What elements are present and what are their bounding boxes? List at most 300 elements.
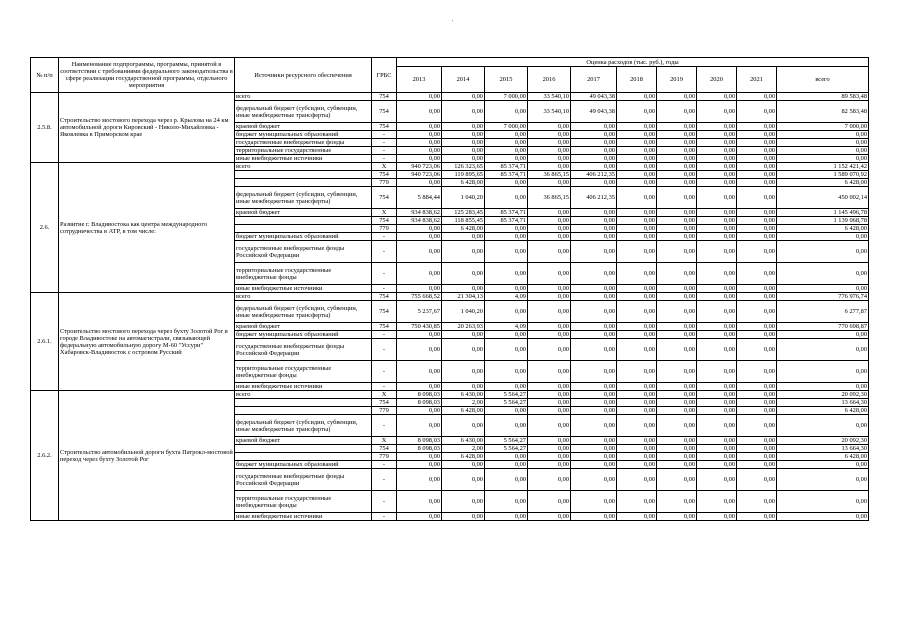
amount-cell: 0,00 xyxy=(657,285,697,293)
amount-cell: 0,00 xyxy=(397,241,442,263)
amount-cell: 0,00 xyxy=(737,361,777,383)
amount-cell: 0,00 xyxy=(657,383,697,391)
amount-cell: 0,00 xyxy=(697,101,737,123)
funding-source: федеральный бюджет (субсидии, субвенции, иные межбюджетные трансферты) xyxy=(235,301,372,323)
grbs-code: - xyxy=(372,469,397,491)
amount-cell: 0,00 xyxy=(657,469,697,491)
amount-cell: 5 564,27 xyxy=(485,445,528,453)
amount-cell: 0,00 xyxy=(571,461,617,469)
amount-cell: 0,00 xyxy=(397,513,442,521)
amount-cell: 0,00 xyxy=(737,171,777,179)
amount-cell: 0,00 xyxy=(528,415,571,437)
header-year: 2021 xyxy=(737,67,777,93)
amount-cell: 0,00 xyxy=(657,209,697,217)
amount-cell: 0,00 xyxy=(617,331,657,339)
grbs-code: - xyxy=(372,383,397,391)
amount-cell: 0,00 xyxy=(528,437,571,445)
amount-cell: 0,00 xyxy=(657,131,697,139)
amount-cell: 0,00 xyxy=(617,461,657,469)
header-source: Источники ресурсного обеспечения xyxy=(235,58,372,93)
amount-cell: 0,00 xyxy=(397,331,442,339)
funding-source: территориальные государственные внебюджетные фонды xyxy=(235,491,372,513)
funding-source: всего xyxy=(235,163,372,171)
amount-cell: 0,00 xyxy=(571,453,617,461)
amount-cell: 0,00 xyxy=(571,323,617,331)
header-year: 2018 xyxy=(617,67,657,93)
funding-source: государственные внебюджетные фонды xyxy=(235,139,372,147)
amount-cell: 0,00 xyxy=(697,163,737,171)
grbs-code: 754 xyxy=(372,93,397,101)
amount-cell: 0,00 xyxy=(571,391,617,399)
amount-cell: 0,00 xyxy=(617,361,657,383)
amount-cell: 0,00 xyxy=(571,331,617,339)
amount-cell: 0,00 xyxy=(697,187,737,209)
amount-cell: 6 428,00 xyxy=(442,407,485,415)
amount-cell: 6 428,00 xyxy=(777,453,869,461)
amount-cell: 0,00 xyxy=(442,263,485,285)
amount-cell: 0,00 xyxy=(442,461,485,469)
amount-cell: 2,00 xyxy=(442,445,485,453)
amount-cell: 0,00 xyxy=(617,415,657,437)
amount-cell: 5 564,27 xyxy=(485,399,528,407)
amount-cell: 0,00 xyxy=(657,391,697,399)
amount-cell: 934 838,62 xyxy=(397,217,442,225)
amount-cell: 0,00 xyxy=(697,217,737,225)
amount-cell: 0,00 xyxy=(528,361,571,383)
amount-cell: 0,00 xyxy=(737,217,777,225)
amount-cell: 0,00 xyxy=(528,301,571,323)
amount-cell: 20 092,30 xyxy=(777,391,869,399)
amount-cell: 0,00 xyxy=(528,241,571,263)
amount-cell: 0,00 xyxy=(657,233,697,241)
amount-cell: 0,00 xyxy=(657,399,697,407)
amount-cell: 0,00 xyxy=(528,209,571,217)
item-name: Развитие г. Владивостока как центра международного сотрудничества в АТР, в том числе: xyxy=(59,163,235,293)
amount-cell: 0,00 xyxy=(657,415,697,437)
amount-cell: 0,00 xyxy=(485,361,528,383)
amount-cell: 0,00 xyxy=(697,391,737,399)
amount-cell: 0,00 xyxy=(571,407,617,415)
amount-cell: 0,00 xyxy=(657,241,697,263)
amount-cell: 36 865,15 xyxy=(528,187,571,209)
amount-cell: 0,00 xyxy=(737,163,777,171)
grbs-code: 754 xyxy=(372,101,397,123)
amount-cell: 0,00 xyxy=(485,147,528,155)
grbs-code: - xyxy=(372,147,397,155)
amount-cell: 0,00 xyxy=(617,209,657,217)
header-estimate: Оценка расходов (тыс. руб.), годы xyxy=(397,58,869,67)
funding-source: федеральный бюджет (субсидии, субвенции, иные межбюджетные трансферты) xyxy=(235,187,372,209)
amount-cell: 0,00 xyxy=(528,491,571,513)
amount-cell: 0,00 xyxy=(617,453,657,461)
amount-cell: 0,00 xyxy=(571,491,617,513)
item-name: Строительство автомобильной дороги бухта Патрокл-мостовой переход через бухту Золотой Рог xyxy=(59,391,235,521)
grbs-code: - xyxy=(372,241,397,263)
amount-cell: 0,00 xyxy=(617,399,657,407)
amount-cell: 0,00 xyxy=(397,155,442,163)
amount-cell: 0,00 xyxy=(485,131,528,139)
amount-cell: 1 139 068,78 xyxy=(777,217,869,225)
amount-cell: 0,00 xyxy=(485,139,528,147)
amount-cell: 0,00 xyxy=(737,155,777,163)
amount-cell: 0,00 xyxy=(657,147,697,155)
amount-cell: 0,00 xyxy=(737,339,777,361)
amount-cell: 0,00 xyxy=(617,179,657,187)
amount-cell: 0,00 xyxy=(697,513,737,521)
amount-cell: 0,00 xyxy=(442,491,485,513)
amount-cell: 0,00 xyxy=(737,491,777,513)
amount-cell: 0,00 xyxy=(777,147,869,155)
amount-cell: 0,00 xyxy=(442,123,485,131)
amount-cell: 4,09 xyxy=(485,323,528,331)
amount-cell: 0,00 xyxy=(697,437,737,445)
amount-cell: 0,00 xyxy=(737,469,777,491)
amount-cell: 770 698,87 xyxy=(777,323,869,331)
amount-cell: 0,00 xyxy=(737,209,777,217)
amount-cell: 21 304,13 xyxy=(442,293,485,301)
amount-cell: 0,00 xyxy=(442,131,485,139)
grbs-code: 754 xyxy=(372,171,397,179)
amount-cell: 0,00 xyxy=(528,131,571,139)
amount-cell: 0,00 xyxy=(485,415,528,437)
grbs-code: - xyxy=(372,139,397,147)
amount-cell: 33 540,10 xyxy=(528,93,571,101)
header-year: 2020 xyxy=(697,67,737,93)
amount-cell: 7 000,00 xyxy=(485,93,528,101)
amount-cell: 0,00 xyxy=(657,225,697,233)
amount-cell: 0,00 xyxy=(485,491,528,513)
amount-cell: 126 323,65 xyxy=(442,163,485,171)
amount-cell: 0,00 xyxy=(697,399,737,407)
amount-cell: 0,00 xyxy=(571,241,617,263)
amount-cell: 7 000,00 xyxy=(485,123,528,131)
table-row xyxy=(31,93,869,101)
amount-cell: 0,00 xyxy=(697,171,737,179)
amount-cell: 0,00 xyxy=(657,361,697,383)
amount-cell: 0,00 xyxy=(485,187,528,209)
amount-cell: 0,00 xyxy=(397,233,442,241)
amount-cell: 0,00 xyxy=(697,263,737,285)
amount-cell: 0,00 xyxy=(777,155,869,163)
amount-cell: 7 000,00 xyxy=(777,123,869,131)
funding-source: краевой бюджет xyxy=(235,209,372,217)
amount-cell: 0,00 xyxy=(617,513,657,521)
amount-cell: 0,00 xyxy=(485,233,528,241)
amount-cell: 0,00 xyxy=(777,339,869,361)
item-number: 2.6.1. xyxy=(31,293,59,391)
amount-cell: 0,00 xyxy=(528,285,571,293)
amount-cell: 0,00 xyxy=(697,361,737,383)
funding-source xyxy=(235,225,372,233)
amount-cell: 0,00 xyxy=(737,301,777,323)
table-row xyxy=(31,391,869,399)
item-number: 2.6.2. xyxy=(31,391,59,521)
amount-cell: 0,00 xyxy=(571,339,617,361)
amount-cell: 0,00 xyxy=(528,123,571,131)
grbs-code: - xyxy=(372,339,397,361)
amount-cell: 0,00 xyxy=(617,445,657,453)
amount-cell: 0,00 xyxy=(571,225,617,233)
amount-cell: 0,00 xyxy=(737,285,777,293)
amount-cell: 0,00 xyxy=(442,469,485,491)
amount-cell: 0,00 xyxy=(737,453,777,461)
amount-cell: 0,00 xyxy=(528,233,571,241)
amount-cell: 0,00 xyxy=(528,445,571,453)
amount-cell: 20 092,30 xyxy=(777,437,869,445)
amount-cell: 0,00 xyxy=(397,285,442,293)
amount-cell: 1 145 496,78 xyxy=(777,209,869,217)
amount-cell: 0,00 xyxy=(571,263,617,285)
amount-cell: 776 976,74 xyxy=(777,293,869,301)
amount-cell: 0,00 xyxy=(737,293,777,301)
header-year: 2015 xyxy=(485,67,528,93)
amount-cell: 0,00 xyxy=(528,163,571,171)
grbs-code: X xyxy=(372,163,397,171)
amount-cell: 0,00 xyxy=(442,147,485,155)
grbs-code: 779 xyxy=(372,407,397,415)
header-year: 2017 xyxy=(571,67,617,93)
amount-cell: 0,00 xyxy=(777,139,869,147)
grbs-code: - xyxy=(372,155,397,163)
amount-cell: 0,00 xyxy=(617,147,657,155)
amount-cell: 0,00 xyxy=(485,339,528,361)
amount-cell: 0,00 xyxy=(657,217,697,225)
amount-cell: 0,00 xyxy=(777,513,869,521)
amount-cell: 0,00 xyxy=(617,241,657,263)
amount-cell: 0,00 xyxy=(397,123,442,131)
funding-source: территориальные государственные xyxy=(235,147,372,155)
amount-cell: 0,00 xyxy=(657,453,697,461)
amount-cell: 0,00 xyxy=(528,391,571,399)
funding-source: иные внебюджетные источники xyxy=(235,285,372,293)
grbs-code: X xyxy=(372,391,397,399)
amount-cell: 0,00 xyxy=(697,147,737,155)
table-row xyxy=(31,163,869,171)
funding-source: краевой бюджет xyxy=(235,123,372,131)
amount-cell: 0,00 xyxy=(657,163,697,171)
amount-cell: 0,00 xyxy=(442,339,485,361)
amount-cell: 0,00 xyxy=(571,445,617,453)
amount-cell: 0,00 xyxy=(737,241,777,263)
grbs-code: 754 xyxy=(372,445,397,453)
amount-cell: 85 374,71 xyxy=(485,217,528,225)
amount-cell: 0,00 xyxy=(485,101,528,123)
amount-cell: 0,00 xyxy=(397,453,442,461)
amount-cell: 0,00 xyxy=(617,285,657,293)
amount-cell: 0,00 xyxy=(571,513,617,521)
grbs-code: 754 xyxy=(372,301,397,323)
header-year: 2014 xyxy=(442,67,485,93)
amount-cell: 0,00 xyxy=(442,233,485,241)
amount-cell: 0,00 xyxy=(657,187,697,209)
amount-cell: 0,00 xyxy=(737,323,777,331)
amount-cell: 0,00 xyxy=(777,331,869,339)
grbs-code: - xyxy=(372,415,397,437)
amount-cell: 0,00 xyxy=(571,399,617,407)
amount-cell: 0,00 xyxy=(617,339,657,361)
amount-cell: 0,00 xyxy=(737,415,777,437)
amount-cell: 0,00 xyxy=(617,171,657,179)
amount-cell: 125 283,45 xyxy=(442,209,485,217)
amount-cell: 85 374,71 xyxy=(485,163,528,171)
amount-cell: 0,00 xyxy=(617,233,657,241)
grbs-code: 779 xyxy=(372,453,397,461)
grbs-code: - xyxy=(372,513,397,521)
amount-cell: 0,00 xyxy=(657,171,697,179)
amount-cell: 0,00 xyxy=(442,331,485,339)
amount-cell: 0,00 xyxy=(485,285,528,293)
amount-cell: 0,00 xyxy=(657,301,697,323)
amount-cell: 0,00 xyxy=(737,139,777,147)
amount-cell: 0,00 xyxy=(442,241,485,263)
amount-cell: 0,00 xyxy=(697,209,737,217)
amount-cell: 0,00 xyxy=(571,285,617,293)
amount-cell: 0,00 xyxy=(571,179,617,187)
amount-cell: 0,00 xyxy=(617,101,657,123)
funding-source: бюджет муниципальных образований xyxy=(235,131,372,139)
funding-source: краевой бюджет xyxy=(235,323,372,331)
amount-cell: 0,00 xyxy=(617,301,657,323)
grbs-code: - xyxy=(372,491,397,513)
amount-cell: 0,00 xyxy=(528,461,571,469)
amount-cell: 0,00 xyxy=(617,323,657,331)
funding-source: бюджет муниципальных образований xyxy=(235,331,372,339)
amount-cell: 0,00 xyxy=(528,323,571,331)
amount-cell: 0,00 xyxy=(485,469,528,491)
item-number: 2.5.8. xyxy=(31,93,59,163)
amount-cell: 0,00 xyxy=(657,513,697,521)
funding-source: федеральный бюджет (субсидии, субвенции, иные межбюджетные трансферты) xyxy=(235,101,372,123)
amount-cell: 6 277,87 xyxy=(777,301,869,323)
amount-cell: 0,00 xyxy=(697,93,737,101)
header-year: 2019 xyxy=(657,67,697,93)
amount-cell: 85 374,71 xyxy=(485,171,528,179)
amount-cell: 0,00 xyxy=(571,163,617,171)
amount-cell: 0,00 xyxy=(571,233,617,241)
amount-cell: 1 589 070,92 xyxy=(777,171,869,179)
amount-cell: 82 583,48 xyxy=(777,101,869,123)
amount-cell: 0,00 xyxy=(697,415,737,437)
amount-cell: 406 212,35 xyxy=(571,187,617,209)
grbs-code: 779 xyxy=(372,179,397,187)
amount-cell: 6 428,00 xyxy=(442,179,485,187)
amount-cell: 0,00 xyxy=(697,461,737,469)
amount-cell: 0,00 xyxy=(657,293,697,301)
amount-cell: 0,00 xyxy=(528,469,571,491)
amount-cell: 0,00 xyxy=(397,461,442,469)
grbs-code: - xyxy=(372,361,397,383)
amount-cell: 0,00 xyxy=(485,407,528,415)
amount-cell: 0,00 xyxy=(657,93,697,101)
amount-cell: 0,00 xyxy=(617,123,657,131)
amount-cell: 450 002,14 xyxy=(777,187,869,209)
amount-cell: 33 540,10 xyxy=(528,101,571,123)
amount-cell: 0,00 xyxy=(571,217,617,225)
funding-source xyxy=(235,171,372,179)
amount-cell: 0,00 xyxy=(397,469,442,491)
grbs-code: 754 xyxy=(372,293,397,301)
amount-cell: 0,00 xyxy=(737,407,777,415)
amount-cell: 0,00 xyxy=(737,187,777,209)
grbs-code: 779 xyxy=(372,225,397,233)
amount-cell: 0,00 xyxy=(571,469,617,491)
amount-cell: 0,00 xyxy=(617,155,657,163)
amount-cell: 0,00 xyxy=(657,123,697,131)
amount-cell: 0,00 xyxy=(657,101,697,123)
amount-cell: 0,00 xyxy=(485,155,528,163)
page-mark: ' xyxy=(452,20,454,26)
item-name: Строительство мостового перехода через бухту Золотой Рог в городе Владивостоке на автомагистрали, связывающей федеральную автомобильную дорогу М-60 "Уссури" Хабаровск-Владивосток с островом Русский xyxy=(59,293,235,391)
amount-cell: 0,00 xyxy=(697,131,737,139)
amount-cell: 5 884,44 xyxy=(397,187,442,209)
amount-cell: 0,00 xyxy=(657,461,697,469)
grbs-code: X xyxy=(372,437,397,445)
grbs-code: - xyxy=(372,131,397,139)
amount-cell: 0,00 xyxy=(737,263,777,285)
amount-cell: 0,00 xyxy=(697,383,737,391)
amount-cell: 0,00 xyxy=(528,339,571,361)
amount-cell: 6 428,00 xyxy=(777,225,869,233)
amount-cell: 0,00 xyxy=(617,263,657,285)
grbs-code: 754 xyxy=(372,217,397,225)
amount-cell: 1 040,20 xyxy=(442,187,485,209)
amount-cell: 0,00 xyxy=(397,361,442,383)
amount-cell: 0,00 xyxy=(397,263,442,285)
amount-cell: 0,00 xyxy=(737,391,777,399)
funding-source xyxy=(235,453,372,461)
amount-cell: 20 263,93 xyxy=(442,323,485,331)
amount-cell: 0,00 xyxy=(657,437,697,445)
amount-cell: 0,00 xyxy=(571,293,617,301)
amount-cell: 0,00 xyxy=(485,301,528,323)
amount-cell: 0,00 xyxy=(397,179,442,187)
grbs-code: 754 xyxy=(372,123,397,131)
funding-source xyxy=(235,445,372,453)
amount-cell: 36 865,15 xyxy=(528,171,571,179)
amount-cell: 0,00 xyxy=(697,225,737,233)
amount-cell: 0,00 xyxy=(657,155,697,163)
funding-source: всего xyxy=(235,293,372,301)
funding-source xyxy=(235,217,372,225)
amount-cell: 0,00 xyxy=(528,293,571,301)
amount-cell: 0,00 xyxy=(737,437,777,445)
amount-cell: 6 428,00 xyxy=(777,407,869,415)
amount-cell: 0,00 xyxy=(617,187,657,209)
amount-cell: 2,00 xyxy=(442,399,485,407)
amount-cell: 0,00 xyxy=(617,163,657,171)
amount-cell: 0,00 xyxy=(571,383,617,391)
amount-cell: 0,00 xyxy=(571,437,617,445)
amount-cell: 0,00 xyxy=(528,383,571,391)
grbs-code: - xyxy=(372,263,397,285)
amount-cell: 0,00 xyxy=(397,491,442,513)
grbs-code: 754 xyxy=(372,323,397,331)
amount-cell: 0,00 xyxy=(571,139,617,147)
amount-cell: 0,00 xyxy=(617,93,657,101)
amount-cell: 0,00 xyxy=(617,131,657,139)
amount-cell: 0,00 xyxy=(485,179,528,187)
amount-cell: 5 564,27 xyxy=(485,391,528,399)
item-number: 2.6. xyxy=(31,163,59,293)
amount-cell: 6 430,00 xyxy=(442,437,485,445)
amount-cell: 0,00 xyxy=(485,225,528,233)
amount-cell: 8 098,03 xyxy=(397,399,442,407)
amount-cell: 0,00 xyxy=(485,331,528,339)
amount-cell: 0,00 xyxy=(617,391,657,399)
funding-source: всего xyxy=(235,391,372,399)
amount-cell: 0,00 xyxy=(571,131,617,139)
amount-cell: 119 895,65 xyxy=(442,171,485,179)
